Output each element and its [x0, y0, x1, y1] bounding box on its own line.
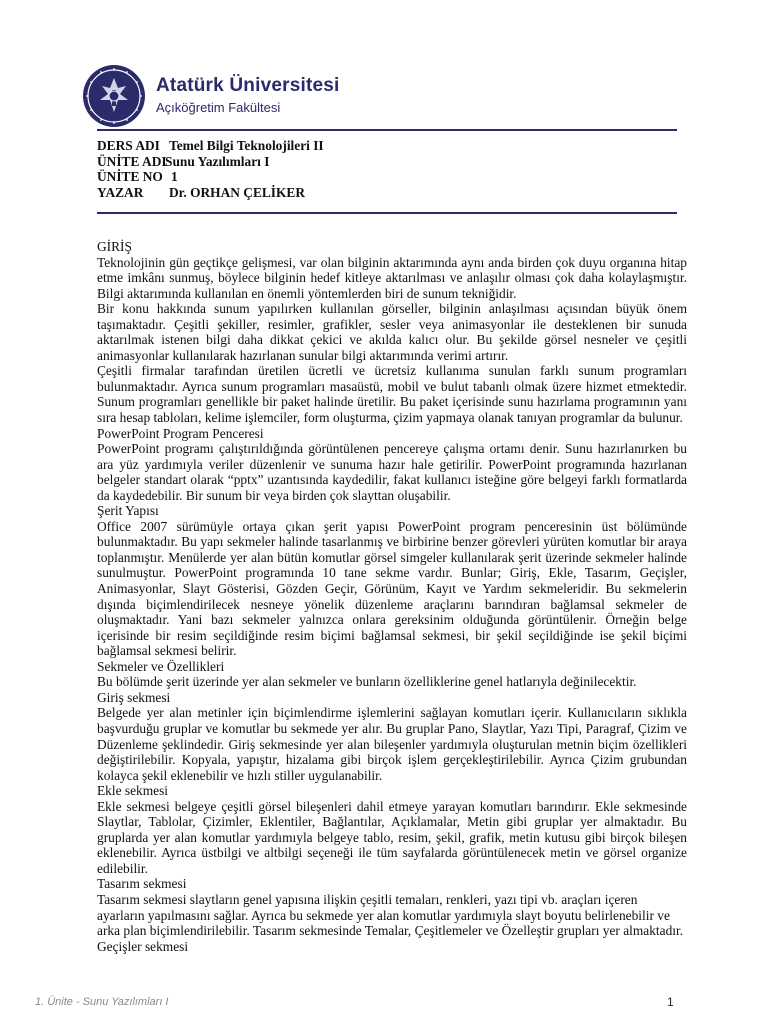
unit-number-label: ÜNİTE NO	[97, 169, 163, 184]
document-body	[97, 239, 687, 954]
paragraph: Çeşitli firmalar tarafından üretilen ücretli ve ücretsiz kullanıma sunulan farklı sunum programları bulunmaktadır. Ayrıca sunum programları masaüstü, mobil ve bulut tabanlı olmak üzere hizmet etmektedir. Sunum programları genellikle bir paket halinde üretilir. Bu paket içerisinde sunu hazırlama programının yanı sıra hesap tabloları, kelime işlemciler, form oluşturma, çizim yapmaya olanak tanıyan programlar da bulunur.	[97, 363, 687, 426]
university-title-block	[156, 75, 340, 117]
author-label: YAZAR	[97, 184, 144, 200]
section-heading-ribbon: Şerit Yapısı	[97, 503, 159, 519]
author-value: Dr. ORHAN ÇELİKER	[169, 184, 306, 200]
course-name-value: Temel Bilgi Teknolojileri II	[169, 138, 324, 153]
course-name-row	[97, 138, 324, 154]
university-seal-icon	[82, 64, 146, 128]
section-heading-transitions-tab: Geçişler sekmesi	[97, 938, 189, 954]
university-name: Atatürk Üniversitesi	[156, 75, 340, 96]
course-info-block	[97, 138, 324, 200]
paragraph: Ekle sekmesi belgeye çeşitli görsel bileşenleri dahil etmeye yarayan komutları barındırır. Ekle sekmesinde Slaytlar, Tablolar, Çizimler, Eklentiler, Bağlantılar, Açıklamalar, Metin gibi gruplar yer almaktadır. Bu gruplarda yer alan komutlar yardımıyla belgeye tablo, resim, şekil, grafik, metin kutusu gibi birçok bileşen eklenebilir. Ayrıca üstbilgi ve altbilgi seçeneği ile tüm sayfalarda görüntülenecek metin ve görsel organize edilebilir.	[97, 798, 687, 876]
section-heading-insert-tab: Ekle sekmesi	[97, 783, 169, 799]
unit-number-row	[97, 169, 324, 185]
section-heading-giris: GİRİŞ	[97, 239, 132, 254]
author-row	[97, 185, 324, 201]
paragraph: Teknolojinin gün geçtikçe gelişmesi, var olan bilginin aktarımında aynı anda birden çok duyu organına hitap etme imkânı sunmuş, böylece bilginin hedef kitleye aktarılması ve anlaşılır olması çok daha kolaylaşmıştır. Bilgi aktarımında kullanılan en önemli yöntemlerden biri de sunum tekniğidir.	[97, 254, 687, 301]
footer-unit-label: 1. Ünite - Sunu Yazılımları I	[35, 996, 169, 1008]
paragraph: Bir konu hakkında sunum yapılırken kullanılan görseller, bilginin anlaşılması açısından büyük önem taşımaktadır. Çeşitli şekiller, resimler, grafikler, sesler veya animasyonlar ile desteklenen bir sunuda aktarılmak istenen bilgi daha dikkat çekici ve akılda kalıcı olur. Bu şekilde görsel nesneler ve çeşitli animasyonlar kullanılarak hazırlanan sunular bilgi aktarımında verimi artırır.	[97, 301, 687, 363]
paragraph: Bu bölümde şerit üzerinde yer alan sekmeler ve bunların özelliklerine genel hatlarıyla değinilecektir.	[97, 674, 637, 690]
unit-name-label: ÜNİTE ADI	[97, 153, 167, 169]
unit-number-value: 1	[171, 169, 178, 184]
section-heading-tabs: Sekmeler ve Özellikleri	[97, 658, 225, 674]
paragraph: Office 2007 sürümüyle ortaya çıkan şerit yapısı PowerPoint program penceresinin üst bölümünde bulunmaktadır. Bu yapı sekmeler halinde tasarlanmış ve birbirine benzer görevleri yürüten komutlar bir araya toplanmıştır. Menülerde yer alan bütün komutlar görsel simgeler kullanılarak şerit üzerinde sekmeler halinde sunulmuştur. PowerPoint programında 10 tane sekme vardır. Bunlar; Giriş, Ekle, Tasarım, Geçişler, Animasyonlar, Slayt Gösterisi, Gözden Geçir, Görünüm, Kayıt ve Yardım sekmeleridir. Bu sekmelerin dışında biçimlendirilecek nesneye yönelik düzenleme araçlarını barındıran bağlamsal sekmeler de oluşmaktadır. Yani bazı sekmeler yalnızca onlara gereksinim olduğunda görüntülenir. Örneğin belge içerisinde bir resim seçildiğinde resim biçimi bağlamsal sekmesi, bir şekil seçildiğinde ise şekil biçimi bağlamsal sekmesi belirir.	[97, 518, 687, 659]
header-divider-top	[97, 129, 677, 131]
faculty-name: Açıköğretim Fakültesi	[156, 100, 281, 115]
page-number: 1	[667, 995, 674, 1009]
paragraph: Tasarım sekmesi slaytların genel yapısına ilişkin çeşitli temaları, renkleri, yazı tipi vb. araçları içeren ayarların yapılmasını sağlar. Ayrıca bu sekmede yer alan komutlar yardımıyla slayt boyutu belirlenebilir ve arka plan biçimlendirilebilir. Tasarım sekmesinde Temalar, Çeşitlemeler ve Özelleştir grupları yer almaktadır.	[97, 891, 684, 939]
document-header	[82, 64, 340, 128]
section-heading-home-tab: Giriş sekmesi	[97, 689, 171, 705]
paragraph: Belgede yer alan metinler için biçimlendirme işlemlerini sağlayan komutları içerir. Kullanıcıların sıklıkla başvurduğu gruplar ve komutlar bu sekmede yer alır. Bu gruplar Pano, Slaytlar, Yazı Tipi, Paragraf, Çizim ve Düzenleme şeklindedir. Giriş sekmesinde yer alan bileşenler yardımıyla oluşturulan metnin biçim özellikleri değiştirilebilir. Kopyala, yapıştır, hizalama gibi birçok işlem gerçekleştirilebilir. Ayrıca Çizim grubundan kolayca şekil eklenebilir ve hızlı stiller uygulanabilir.	[97, 705, 687, 783]
section-heading-powerpoint-window: PowerPoint Program Penceresi	[97, 425, 264, 441]
paragraph: PowerPoint programı çalıştırıldığında görüntülenen pencereye çalışma ortamı denir. Sunu hazırlanırken bu ara yüz yardımıyla veriler düzenlenir ve sunuma hazır hale getirilir. PowerPoint programında hazırlanan belgeler standart olarak “pptx” uzantısında kaydedilir, fakat kullanıcı isteğine göre belgeyi farklı formatlarda da kaydedebilir. Bir sunum bir veya birden çok slayttan oluşabilir.	[97, 441, 687, 503]
course-name-label: DERS ADI	[97, 138, 160, 153]
unit-name-value: Sunu Yazılımları I	[165, 153, 270, 169]
header-divider-bottom	[97, 212, 677, 214]
unit-name-row	[97, 154, 324, 170]
section-heading-design-tab: Tasarım sekmesi	[97, 876, 187, 892]
